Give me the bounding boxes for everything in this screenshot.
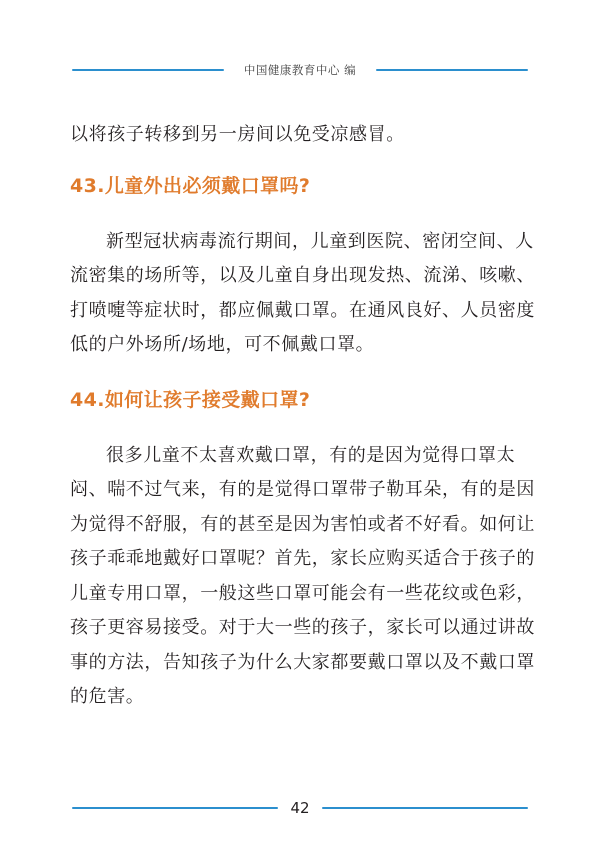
section-heading-44: 44.如何让孩子接受戴口罩? (70, 388, 311, 411)
page-header (0, 60, 600, 80)
section-heading-43: 43.儿童外出必须戴口罩吗? (70, 174, 311, 197)
footer-rule-right (322, 807, 528, 809)
continuation-paragraph: 以将孩子转移到另一房间以免受凉感冒。 (70, 124, 405, 145)
page-number: 42 (290, 799, 310, 817)
page-footer (0, 796, 600, 820)
header-rule-right (376, 69, 528, 71)
footer-rule-left (72, 807, 278, 809)
section-body-44: 很多儿童不太喜欢戴口罩，有的是因为觉得口罩太闷、喘不过气来，有的是觉得口罩带子勒耳朵，有的是因为觉得不舒服，有的甚至是因为害怕或者不好看。如何让孩子乖乖地戴好口罩呢？首先，家长应购买适合于孩子的儿童专用口罩，一般这些口罩可能会有一些花纹或色彩，孩子更容易接受。对于大一些的孩子，家长可以通过讲故事的方法，告知孩子为什么大家都要戴口罩以及不戴口罩的危害。 (70, 444, 535, 707)
header-rule-left (72, 69, 224, 71)
section-body-43: 新型冠状病毒流行期间，儿童到医院、密闭空间、人流密集的场所等，以及儿童自身出现发热、流涕、咳嗽、打喷嚏等症状时，都应佩戴口罩。在通风良好、人员密度低的户外场所/场地，可不佩戴口罩。 (70, 230, 535, 355)
page-content (70, 118, 540, 715)
header-title: 中国健康教育中心 编 (243, 63, 357, 77)
